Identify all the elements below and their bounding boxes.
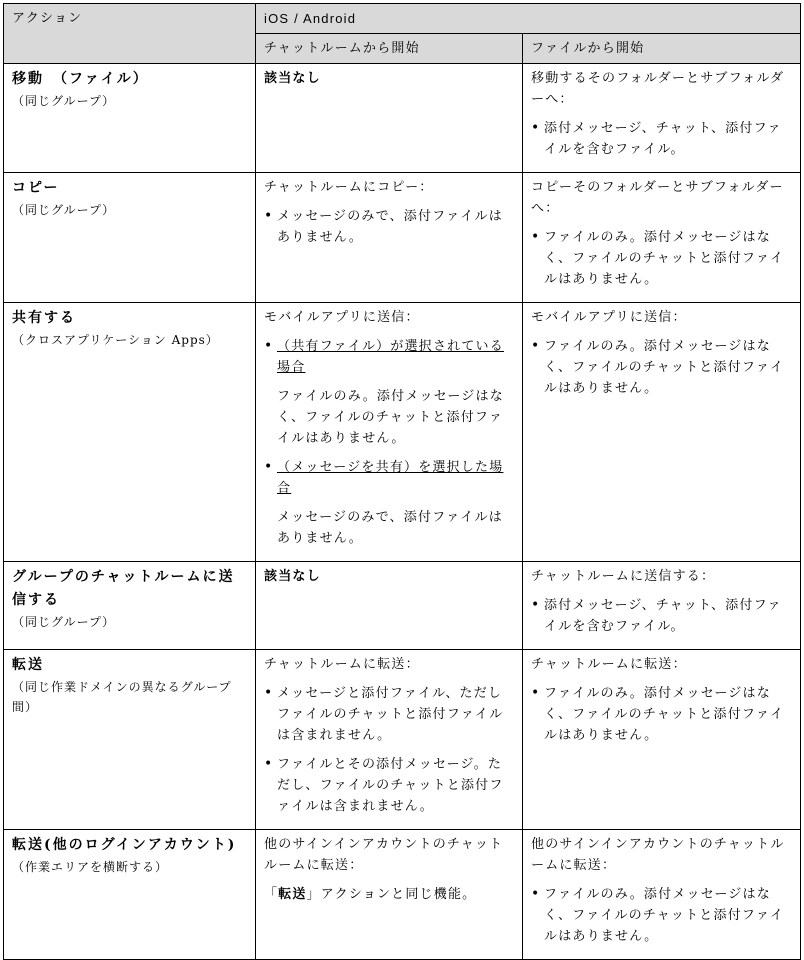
action-cell xyxy=(4,650,256,830)
chatroom-cell xyxy=(256,562,523,650)
list-item: • ファイルのみ。添付メッセージはなく、ファイルのチャットと添付ファイルはありません。 xyxy=(531,884,792,947)
action-scope: （作業エリアを横断する） xyxy=(12,860,169,874)
file-cell xyxy=(523,562,801,650)
note-rest: 」アクションと同じ機能。 xyxy=(306,887,477,902)
bullet-list xyxy=(264,206,514,248)
list-item: • ファイルのみ。添付メッセージはなく、ファイルのチャットと添付ファイルはありません。 xyxy=(531,683,792,746)
note-open: 「 xyxy=(264,887,279,902)
header-row-1 xyxy=(4,4,801,34)
bullet-list xyxy=(264,683,514,817)
same-function-note xyxy=(264,884,514,905)
cell-lead: コピーそのフォルダーとサブフォルダーへ： xyxy=(531,180,784,216)
table-row xyxy=(4,64,801,173)
action-cell xyxy=(4,173,256,303)
list-item: • メッセージのみで、添付ファイルはありません。 xyxy=(264,206,514,248)
bullet-list xyxy=(531,118,792,160)
action-name: グループのチャットルームに送信する xyxy=(12,569,235,608)
case-text: ファイルのみ。添付メッセージはなく、ファイルのチャットと添付ファイルはありません。 xyxy=(277,389,504,446)
action-scope: （同じグループ） xyxy=(12,203,116,217)
action-name: 共有する xyxy=(12,310,76,326)
bullet-list xyxy=(531,595,792,637)
cell-lead: 移動するそのフォルダーとサブフォルダーへ： xyxy=(531,71,785,107)
chatroom-cell xyxy=(256,173,523,303)
chatroom-cell xyxy=(256,830,523,960)
header-platform: iOS / Android xyxy=(256,4,801,34)
action-name: 移動 （ファイル） xyxy=(12,71,149,87)
bullet-list xyxy=(531,227,792,290)
list-item: • ファイルとその添付メッセージ。ただし、ファイルのチャットと添付ファイルは含まれません。 xyxy=(264,754,514,817)
action-name: 転送 xyxy=(12,657,44,673)
table-row xyxy=(4,173,801,303)
case-label: （メッセージを共有）を選択した場合 xyxy=(277,460,504,496)
cell-lead: モバイルアプリに送信： xyxy=(531,310,687,325)
cell-lead: 該当なし xyxy=(264,71,321,86)
bullet-list xyxy=(531,884,792,947)
action-cell xyxy=(4,303,256,562)
case-label: （共有ファイル）が選択されている場合 xyxy=(277,339,504,375)
list-item: • メッセージと添付ファイル、ただしファイルのチャットと添付ファイルは含まれません。 xyxy=(264,683,514,746)
action-table xyxy=(3,3,801,960)
action-name: 転送(他のログインアカウント) xyxy=(12,837,237,853)
note-bold: 転送 xyxy=(278,887,307,902)
cell-lead: チャットルームに送信する： xyxy=(531,569,716,584)
action-cell xyxy=(4,830,256,960)
bullet-list xyxy=(264,457,514,499)
header-from-chatroom: チャットルームから開始 xyxy=(256,34,523,64)
action-cell xyxy=(4,64,256,173)
file-cell xyxy=(523,830,801,960)
bullet-list xyxy=(531,683,792,746)
table-row xyxy=(4,562,801,650)
list-item: • 添付メッセージ、チャット、添付ファイルを含むファイル。 xyxy=(531,595,792,637)
action-cell xyxy=(4,562,256,650)
list-item xyxy=(264,457,514,499)
file-cell xyxy=(523,64,801,173)
table-row xyxy=(4,650,801,830)
chatroom-cell xyxy=(256,303,523,562)
file-cell xyxy=(523,303,801,562)
table-row xyxy=(4,830,801,960)
bullet-list xyxy=(531,336,792,399)
cell-lead: 該当なし xyxy=(264,569,321,584)
case-text: メッセージのみで、添付ファイルはありません。 xyxy=(277,510,503,546)
cell-lead: チャットルームにコピー： xyxy=(264,180,434,195)
table-row xyxy=(4,303,801,562)
action-scope: （同じグループ） xyxy=(12,94,116,108)
cell-lead: 他のサインインアカウントのチャットルームに転送： xyxy=(531,837,785,873)
action-scope: （同じ作業ドメインの異なるグループ間） xyxy=(12,680,232,714)
cell-lead: チャットルームに転送： xyxy=(264,657,420,672)
file-cell xyxy=(523,173,801,303)
cell-lead: チャットルームに転送： xyxy=(531,657,687,672)
bullet-list xyxy=(264,336,514,378)
action-scope: （クロスアプリケーション Apps） xyxy=(12,333,219,347)
list-item: • ファイルのみ。添付メッセージはなく、ファイルのチャットと添付ファイルはありません。 xyxy=(531,227,792,290)
list-item: • 添付メッセージ、チャット、添付ファイルを含むファイル。 xyxy=(531,118,792,160)
file-cell xyxy=(523,650,801,830)
chatroom-cell xyxy=(256,64,523,173)
cell-lead: モバイルアプリに送信： xyxy=(264,310,420,325)
list-item: • ファイルのみ。添付メッセージはなく、ファイルのチャットと添付ファイルはありません。 xyxy=(531,336,792,399)
chatroom-cell xyxy=(256,650,523,830)
cell-lead: 他のサインインアカウントのチャットルームに転送： xyxy=(264,837,504,873)
header-from-file: ファイルから開始 xyxy=(523,34,801,64)
action-scope: （同じグループ） xyxy=(12,615,116,629)
action-name: コピー xyxy=(12,180,60,196)
header-action: アクション xyxy=(4,4,256,64)
list-item xyxy=(264,336,514,378)
